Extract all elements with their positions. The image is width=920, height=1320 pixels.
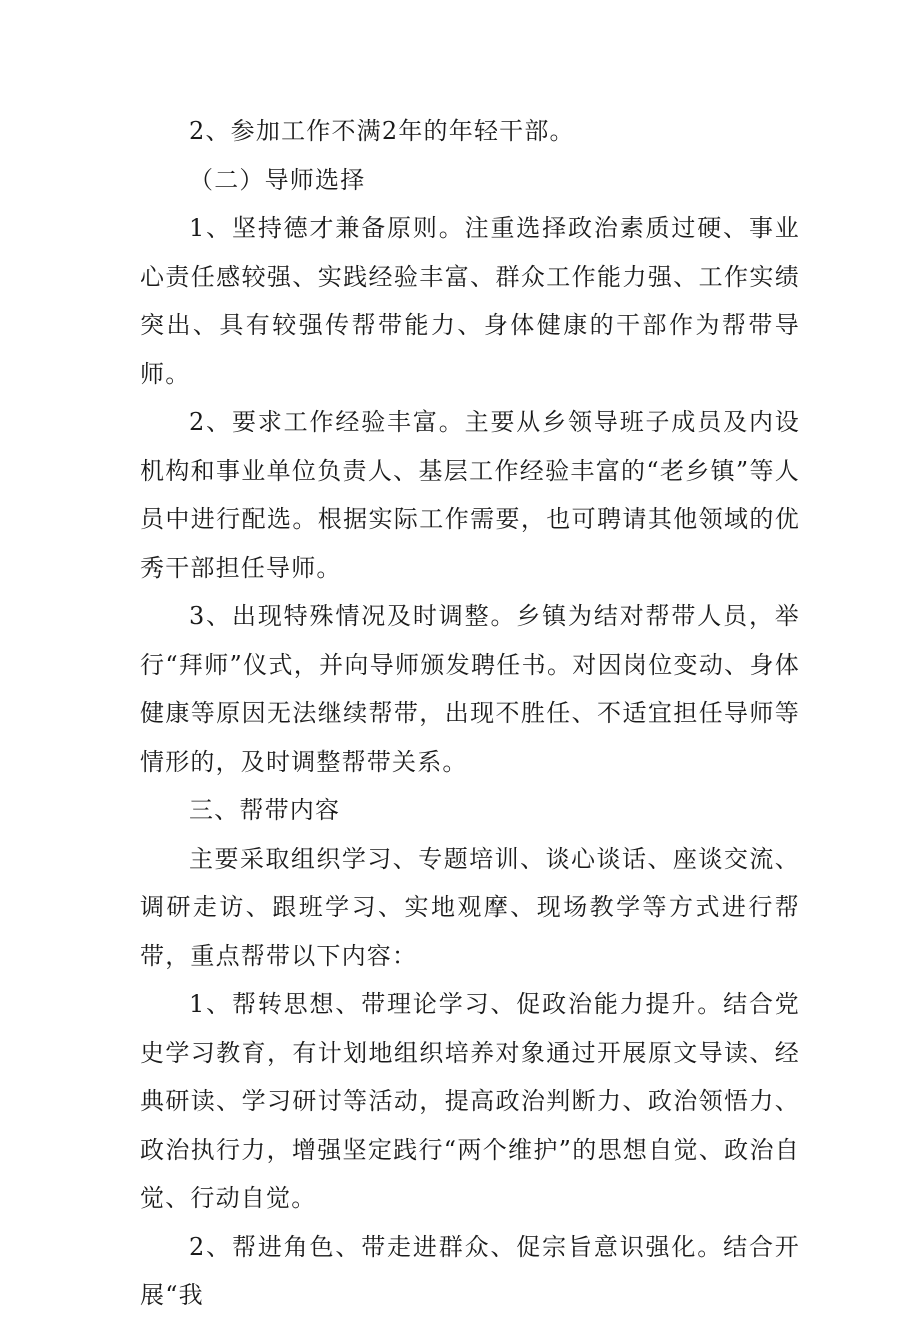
paragraph-selection-item-3: 3、出现特殊情况及时调整。乡镇为结对帮带人员，举行“拜师”仪式，并向导师颁发聘任书。对因岗位变动、身体健康等原因无法继续帮带，出现不胜任、不适宜担任导师等情形的，及时调整帮带关系。 [140, 602, 800, 776]
section-heading-mentoring-content: 三、帮带内容 [189, 796, 341, 824]
paragraph-content-item-1: 1、帮转思想、带理论学习、促政治能力提升。结合党史学习教育，有计划地组织培养对象通过开展原文导读、经典研读、学习研讨等活动，提高政治判断力、政治领悟力、政治执行力，增强坚定践行“两个维护”的思想自觉、政治自觉、行动自觉。 [140, 990, 800, 1212]
paragraph-selection-item-2: 2、要求工作经验丰富。主要从乡领导班子成员及内设机构和事业单位负责人、基层工作经验丰富的“老乡镇”等人员中进行配选。根据实际工作需要，也可聘请其他领域的优秀干部担任导师。 [140, 408, 800, 582]
document-body [140, 107, 800, 1320]
section-heading-mentor-selection: （二）导师选择 [189, 165, 366, 194]
paragraph-content-item-2: 2、帮进角色、带走进群众、促宗旨意识强化。结合开展“我 [140, 1232, 800, 1309]
paragraph-content-intro: 主要采取组织学习、专题培训、谈心谈话、座谈交流、调研走访、跟班学习、实地观摩、现场教学等方式进行帮带，重点帮带以下内容： [140, 844, 800, 970]
paragraph-eligibility-item-2: 2、参加工作不满2年的年轻干部。 [189, 117, 575, 145]
paragraph-selection-item-1: 1、坚持德才兼备原则。注重选择政治素质过硬、事业心责任感较强、实践经验丰富、群众工作能力强、工作实绩突出、具有较强传帮带能力、身体健康的干部作为帮带导师。 [140, 214, 800, 388]
